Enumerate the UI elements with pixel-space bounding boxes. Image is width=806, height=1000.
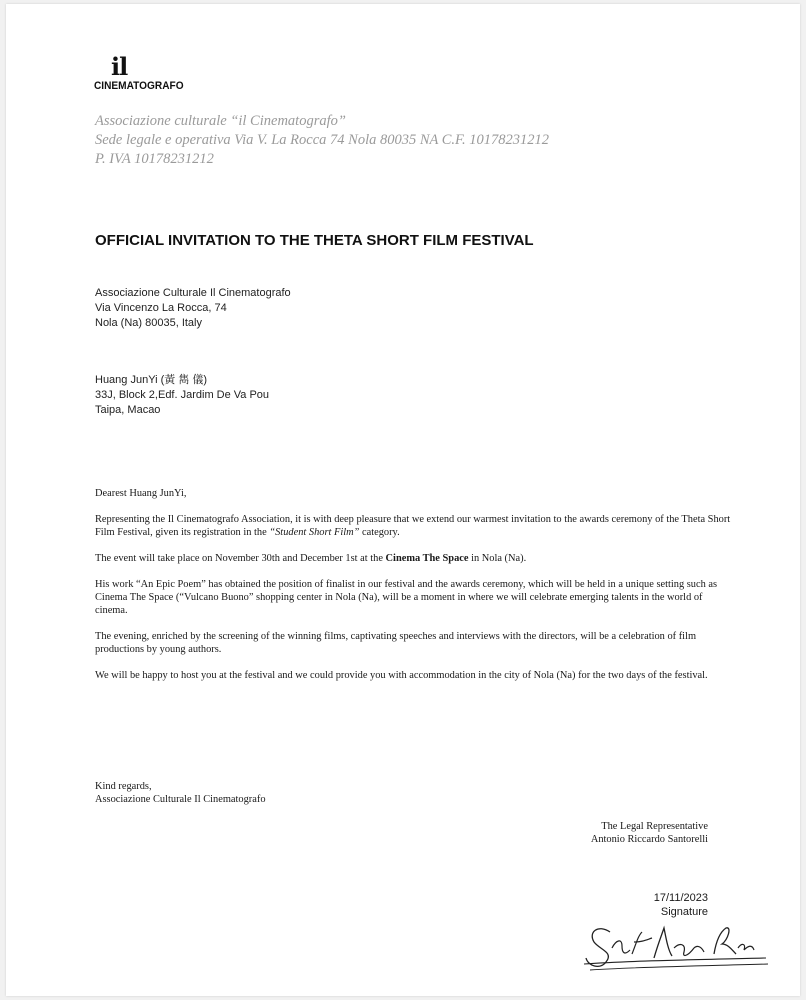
category-name: “Student Short Film” (269, 527, 360, 538)
signature-label: Signature (660, 906, 708, 918)
letter-page (6, 4, 800, 996)
paragraph-hosting: We will be happy to host you at the festival and we could provide you with accommodation in the city of Nola (Na) for the two days of the festival. (95, 670, 708, 681)
sender-line: Associazione Culturale Il Cinematografo (95, 287, 291, 299)
recipient-line: Huang JunYi (黃 雋 儀) (95, 374, 208, 386)
closing-line: Kind regards, (95, 781, 152, 792)
letter-body (95, 487, 735, 695)
letterhead-line: P. IVA 10178231212 (95, 151, 214, 167)
letterhead-line: Sede legale e operativa Via V. La Rocca 74 Nola 80035 NA C.F. 10178231212 (95, 132, 550, 148)
paragraph-evening: The evening, enriched by the screening of the winning films, captivating speeches and interviews with the directors, will be a celebration of film productions by young authors. (95, 631, 697, 655)
sender-line: Via Vincenzo La Rocca, 74 (95, 302, 227, 314)
letterhead (95, 112, 715, 169)
closing (95, 780, 266, 806)
paragraph-event (95, 552, 735, 565)
recipient-address (95, 373, 269, 418)
legal-name: Antonio Riccardo Santorelli (590, 834, 708, 845)
salutation: Dearest Huang JunYi, (95, 488, 187, 499)
venue-name: Cinema The Space (385, 553, 469, 564)
document-title: OFFICIAL INVITATION TO THE THETA SHORT FILM FESTIVAL (95, 232, 534, 249)
sender-line: Nola (Na) 80035, Italy (95, 317, 202, 329)
paragraph-invitation (95, 513, 735, 539)
logo-wordmark: CINEMATOGRAFO (94, 80, 184, 92)
document-date: 17/11/2023 (653, 892, 708, 904)
handwritten-signature (576, 914, 776, 974)
paragraph-text: Representing the Il Cinematografo Association, it is with deep pleasure that we extend our warmest invitation to the awards ceremony of the Theta Short Film Festival, given its registration in the (95, 514, 731, 538)
legal-title: The Legal Representative (601, 821, 708, 832)
legal-representative (591, 820, 708, 846)
paragraph-finalist: His work “An Epic Poem” has obtained the position of finalist in our festival and the awards ceremony, which will be held in a unique setting such as Cinema The Space (“Vulcano Buono” shopping center in Nola (Na), will be a moment in where we will celebrate emerging talents in the world of cinema. (95, 579, 718, 616)
closing-line: Associazione Culturale Il Cinematografo (95, 794, 266, 805)
paragraph-text: The event will take place on November 30th and December 1st at the (95, 553, 386, 564)
recipient-line: 33J, Block 2,Edf. Jardim De Va Pou (95, 389, 270, 401)
logo-mark: il (111, 52, 128, 81)
recipient-line: Taipa, Macao (95, 404, 161, 416)
paragraph-text: category. (359, 527, 400, 538)
paragraph-text: in Nola (Na). (468, 553, 527, 564)
letterhead-line: Associazione culturale “il Cinematografo” (95, 113, 346, 129)
sender-address (95, 286, 291, 331)
